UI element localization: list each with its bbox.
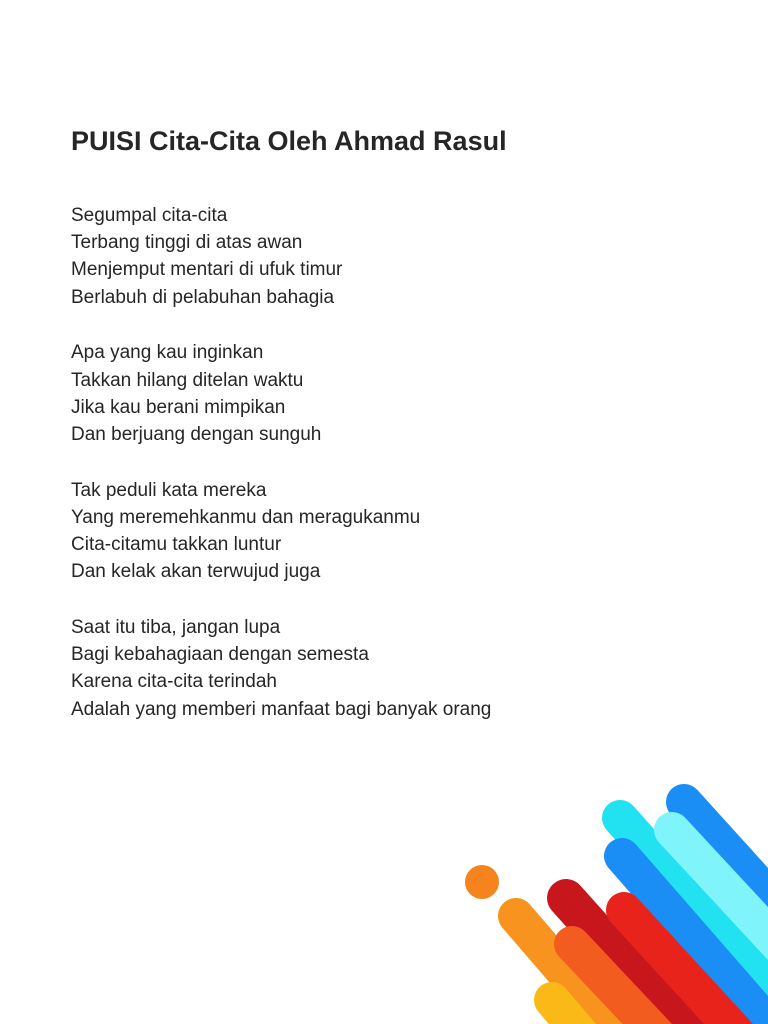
stripe-orange-red: [572, 944, 700, 1024]
poem-line: Cita-citamu takkan luntur: [71, 534, 282, 556]
poem-line: Dan kelak akan terwujud juga: [71, 561, 321, 583]
poem-line: Tak peduli kata mereka: [71, 479, 267, 501]
stanza-2: [71, 339, 691, 448]
stripe-red: [624, 910, 768, 1024]
poem-line: Yang meremehkanmu dan meragukanmu: [71, 506, 421, 528]
poem-line: Adalah yang memberi manfaat bagi banyak orang: [71, 698, 492, 720]
stripe-blue-top: [684, 802, 768, 930]
stripe-orange: [516, 916, 640, 1024]
poem-line: Berlabuh di pelabuhan bahagia: [71, 286, 335, 308]
poem-line: Segumpal cita-cita: [71, 205, 228, 226]
poem-line: Menjemput mentari di ufuk timur: [71, 259, 343, 281]
poem-line: Bagi kebahagiaan dengan semesta: [71, 644, 369, 666]
poem-line: Takkan hilang ditelan waktu: [71, 369, 304, 391]
poem-line: Karena cita-cita terindah: [71, 671, 277, 693]
stanza-1: [71, 202, 691, 311]
orange-dot: [465, 865, 499, 899]
poem-line: Saat itu tiba, jangan lupa: [71, 616, 281, 638]
stanza-4: [71, 614, 691, 723]
stripe-blue: [622, 856, 768, 1024]
poem-line: Dan berjuang dengan sunguh: [71, 423, 322, 445]
poem-line: Apa yang kau inginkan: [71, 342, 264, 364]
stripe-dark-red: [566, 898, 720, 1024]
poem-line: Terbang tinggi di atas awan: [71, 232, 303, 254]
stripe-cyan: [620, 818, 768, 1020]
poem-line: Jika kau berani mimpikan: [71, 396, 286, 418]
stanza-3: [71, 477, 691, 586]
poem-title: PUISI Cita-Cita Oleh Ahmad Rasul: [71, 126, 507, 156]
stripe-light-cyan: [672, 830, 768, 968]
stripe-yellow: [552, 1000, 620, 1024]
poem-body: [71, 202, 691, 751]
